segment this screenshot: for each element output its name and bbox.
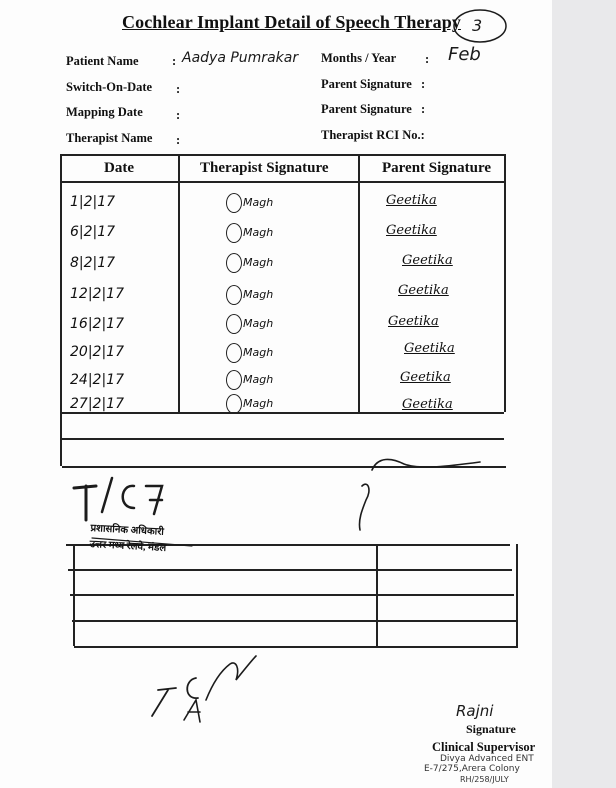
mapping-date-colon: :: [176, 108, 181, 122]
stamp-line-2: उत्तर मध्य रेलवे, मंडल: [89, 538, 167, 554]
background-margin: [552, 0, 616, 788]
parent-signature-label-2: Parent Signature: [321, 102, 412, 116]
header-date: Date: [104, 160, 134, 176]
row-date: 12|2|17: [70, 286, 124, 302]
row-therapist-signature: Magh: [226, 394, 273, 414]
seal-line-1: Divya Advanced ENT: [440, 754, 534, 764]
seal-line-2: E-7/275,Arera Colony: [424, 764, 520, 774]
row-parent-signature: Geetika: [398, 283, 449, 298]
stamp-line-1: प्रशासनिक अधिकारी: [90, 523, 165, 538]
therapist-name-colon: :: [176, 133, 181, 147]
header-parent-signature: Parent Signature: [382, 160, 492, 176]
parent-signature-label-1: Parent Signature: [321, 77, 412, 91]
row-parent-signature: Geetika: [402, 253, 453, 268]
row-therapist-signature: Magh: [226, 253, 273, 273]
sheet-number: 3: [472, 16, 483, 35]
row-parent-signature: Geetika: [386, 223, 437, 238]
row-therapist-signature: Magh: [226, 343, 273, 363]
row-date: 1|2|17: [70, 194, 116, 210]
parent-signature-colon-1: :: [421, 77, 426, 91]
months-year-label: Months / Year: [321, 51, 397, 65]
seal-line-3: RH/258/JULY: [460, 775, 509, 784]
patient-name-value: Aadya Pumrakar: [182, 50, 299, 66]
row-date: 8|2|17: [70, 255, 116, 271]
months-year-value: Feb: [448, 44, 481, 65]
switch-on-date-colon: :: [176, 82, 181, 96]
row-parent-signature: Geetika: [404, 341, 455, 356]
mapping-date-label: Mapping Date: [66, 105, 143, 119]
header-therapist-signature: Therapist Signature: [200, 160, 329, 176]
therapist-rci-label: Therapist RCI No.:: [321, 128, 425, 142]
row-parent-signature: Geetika: [386, 193, 437, 208]
row-date: 16|2|17: [70, 316, 124, 332]
page-title: Cochlear Implant Detail of Speech Therapy: [122, 12, 461, 32]
row-parent-signature: Geetika: [388, 314, 439, 329]
therapist-name-label: Therapist Name: [66, 131, 153, 145]
switch-on-date-label: Switch-On-Date: [66, 80, 153, 94]
signature-label: Signature: [466, 722, 516, 736]
row-therapist-signature: Magh: [226, 285, 273, 305]
parent-signature-colon-2: :: [421, 102, 426, 116]
row-parent-signature: Geetika: [400, 370, 451, 385]
row-date: 24|2|17: [70, 372, 124, 388]
row-therapist-signature: Magh: [226, 223, 273, 243]
supervisor-signature-handwriting: Rajni: [456, 702, 494, 720]
row-therapist-signature: Magh: [226, 370, 273, 390]
patient-name-colon: :: [172, 54, 177, 68]
clinical-supervisor-label: Clinical Supervisor: [432, 740, 536, 754]
patient-name-label: Patient Name: [66, 54, 139, 68]
row-parent-signature: Geetika: [402, 397, 453, 412]
row-date: 20|2|17: [70, 344, 124, 360]
row-date: 6|2|17: [70, 224, 116, 240]
row-date: 27|2|17: [70, 396, 124, 412]
row-therapist-signature: Magh: [226, 193, 273, 213]
row-therapist-signature: Magh: [226, 314, 273, 334]
months-year-colon: :: [425, 52, 430, 66]
official-stamp: [89, 521, 167, 557]
